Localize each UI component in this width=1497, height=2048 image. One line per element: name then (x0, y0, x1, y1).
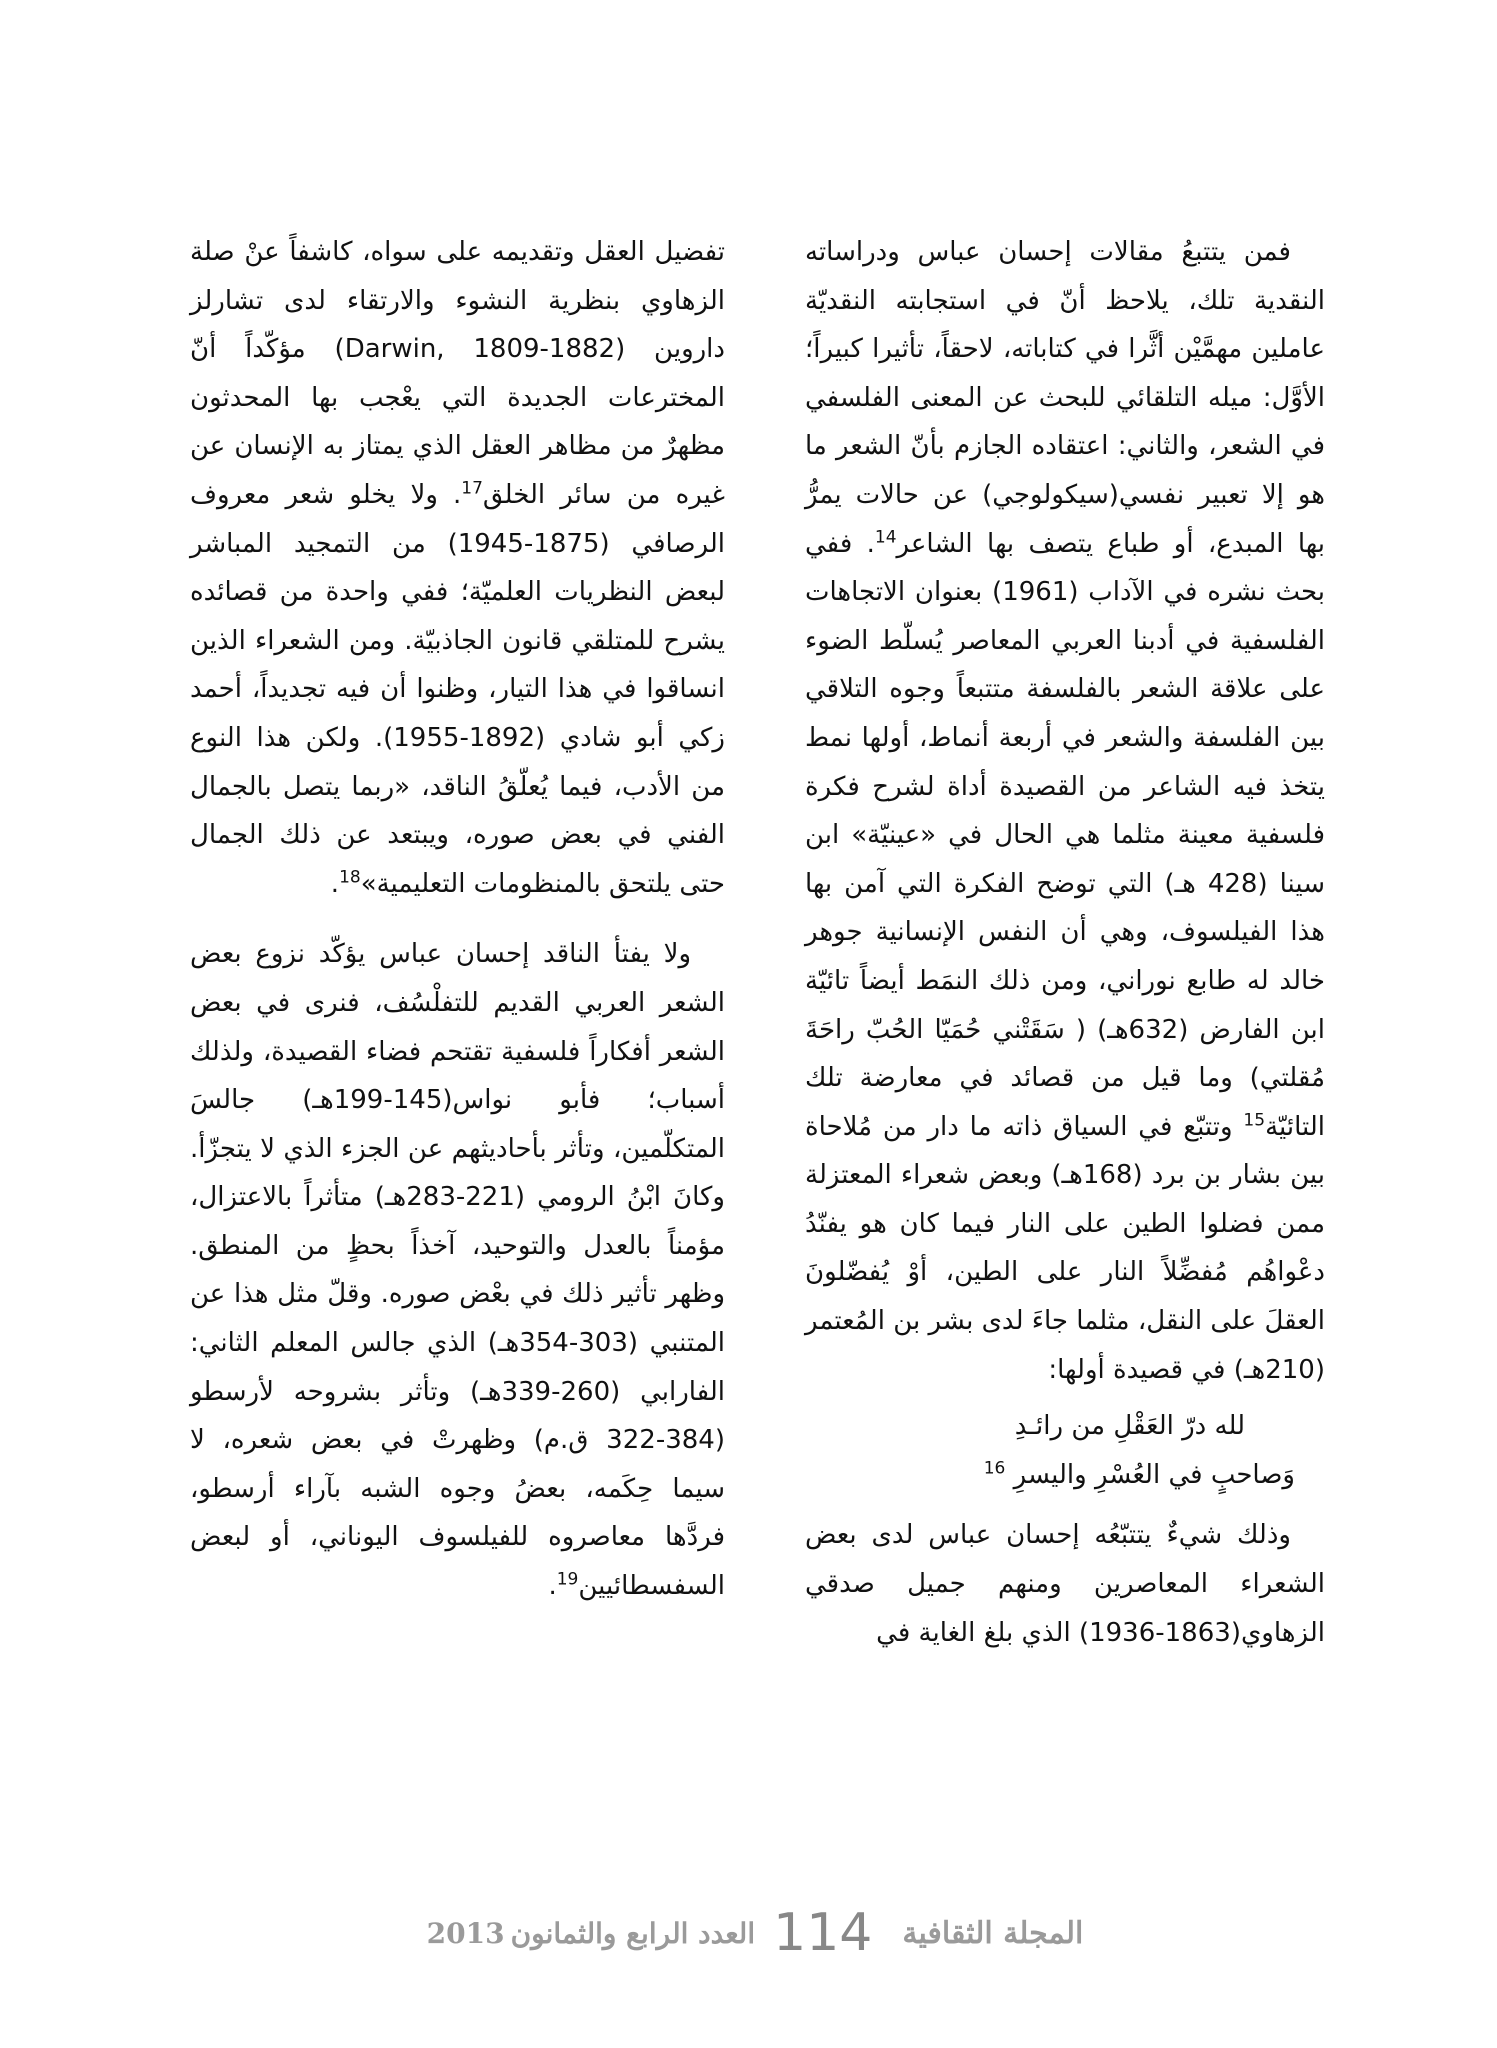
footnote-ref: 14 (874, 526, 897, 547)
footnote-ref: 19 (556, 1569, 579, 1590)
footnote-ref: 15 (1243, 1110, 1266, 1131)
paragraph: ولا يفتأ الناقد إحسان عباس يؤكّد نزوع بعض الشعر العربي القديم للتفلْسُف، فنرى في بعض الشعر أفكاراً فلسفية تقتحم فضاء القصيدة، ولذلك أسباب؛ فأبو نواس(145-199هـ) جالسَ المتكلّمين، وتأثر بأحاديثهم عن الجزء الذي لا يتجزّأ. وكانَ ابْنُ الرومي (221-283هـ) متأثراً بالاعتزال، مؤمناً بالعدل والتوحيد، آخذاً بحظٍ من المنطق. وظهر تأثير ذلك في بعْض صوره. وقلّ مثل هذا عن المتنبي (303-354هـ) الذي جالس المعلم الثاني: الفارابي (260-339هـ) وتأثر بشروحه لأرسطو (384-322 ق.م) وظهرتْ في بعض شعره، لا سيما حِكَمه، بعضُ وجوه الشبه بآراء أرسطو، فردَّها معاصروه للفيلسوف اليوناني، أو لبعض السفسطائيين$^{19}$. (190, 939, 725, 1602)
footnote-ref: 17 (461, 478, 483, 499)
paragraph: تفضيل العقل وتقديمه على سواه، كاشفاً عنْ صلة الزهاوي بنظرية النشوء والارتقاء لدى تشارلز داروين (Darwin, 1809-1882) مؤكّداً أنّ المخترعات الجديدة التي يعْجب بها المحدثون مظهرٌ من مظاهر العقل الذي يمتاز به الإنسان عن غيره من سائر الخلق$^{17}$. ولا يخلو شعر معروف الرصافي (1875-1945) من التمجيد المباشر لبعض النظريات العلميّة؛ ففي واحدة من قصائده يشرح للمتلقي قانون الجاذبيّة. ومن الشعراء الذين انساقوا في هذا التيار، وظنوا أن فيه تجديداً، أحمد زكي أبو شادي (1892-1955). ولكن هذا النوع من الأدب، فيما يُعلّقُ الناقد، «ربما يتصل بالجمال الفني في بعض صوره، ويبتعد عن ذلك الجمال حتى يلتحق بالمنظومات التعليمية»$^{18}$. (190, 237, 726, 899)
verse-line: لله درّ العَقْلِ من رائـدِ (1014, 1411, 1245, 1442)
right-column (805, 228, 1325, 1657)
page-footer (426, 1898, 1084, 1968)
left-column (190, 228, 725, 1611)
paragraph: فمن يتتبعُ مقالات إحسان عباس ودراساته النقدية تلك، يلاحظ أنّ في استجابته النقديّة عاملين مهمَّيْن أثَّرا في كتاباته، لاحقاً، تأثيرا كبيراً؛ الأوَّل: ميله التلقائي للبحث عن المعنى الفلسفي في الشعر، والثاني: اعتقاده الجازم بأنّ الشعر ما هو إلا تعبير نفسي(سيكولوجي) عن حالات يمرُّ بها المبدع، أو طباع يتصف بها الشاعر$^{14}$. ففي بحث نشره في الآداب (1961) بعنوان الاتجاهات الفلسفية في أدبنا العربي المعاصر يُسلّط الضوء على علاقة الشعر بالفلسفة متتبعاً وجوه التلاقي بين الفلسفة والشعر في أربعة أنماط، أولها نمط يتخذ فيه الشاعر من القصيدة أداة لشرح فكرة فلسفية معينة مثلما هي الحال في «عينيّة» ابن سينا (428 هـ) التي توضح الفكرة التي آمن بها هذا الفيلسوف، وهي أن النفس الإنسانية جوهر خالد له طابع نوراني، ومن ذلك النمَط أيضاً تائيّة ابن الفارض (632هـ) ( سَقَتْني حُمَيّا الحُبّ راحَةَ مُقلتي) وما قيل من قصائد في معارضة تلك التائيّة$^{15}$ وتتبّع في السياق ذاته ما دار من مُلاحاة بين بشار بن برد (168هـ) وبعض شعراء المعتزلة ممن فضلوا الطين على النار فيما كان هو يفنّدُ دعْواهُم مُفضِّلاً النار على الطين، أوْ يُفضّلونَ العقلَ على النقل، مثلما جاءَ لدى بشر بن المُعتمر (210هـ) في قصيدة أولها: (805, 237, 1326, 1385)
paragraph: وذلك شيءٌ يتتبّعُه إحسان عباس لدى بعض الشعراء المعاصرين ومنهم جميل صدقي الزهاوي(1863-1936) الذي بلغ الغاية في (805, 1520, 1325, 1648)
footnote-ref: 16 (983, 1458, 1006, 1479)
magazine-name: المجلة الثقافية (902, 1915, 1084, 1951)
verse-line: وَصاحبٍ في العُسْرِ واليسرِ $^{16}$ (983, 1458, 1295, 1490)
issue-year: 2013 (426, 1916, 505, 1950)
footnote-ref: 18 (339, 867, 361, 888)
page-number: 114 (773, 1903, 873, 1963)
poem-verse (805, 1402, 1325, 1499)
issue-label: العدد الرابع والثمانون (510, 1916, 756, 1950)
